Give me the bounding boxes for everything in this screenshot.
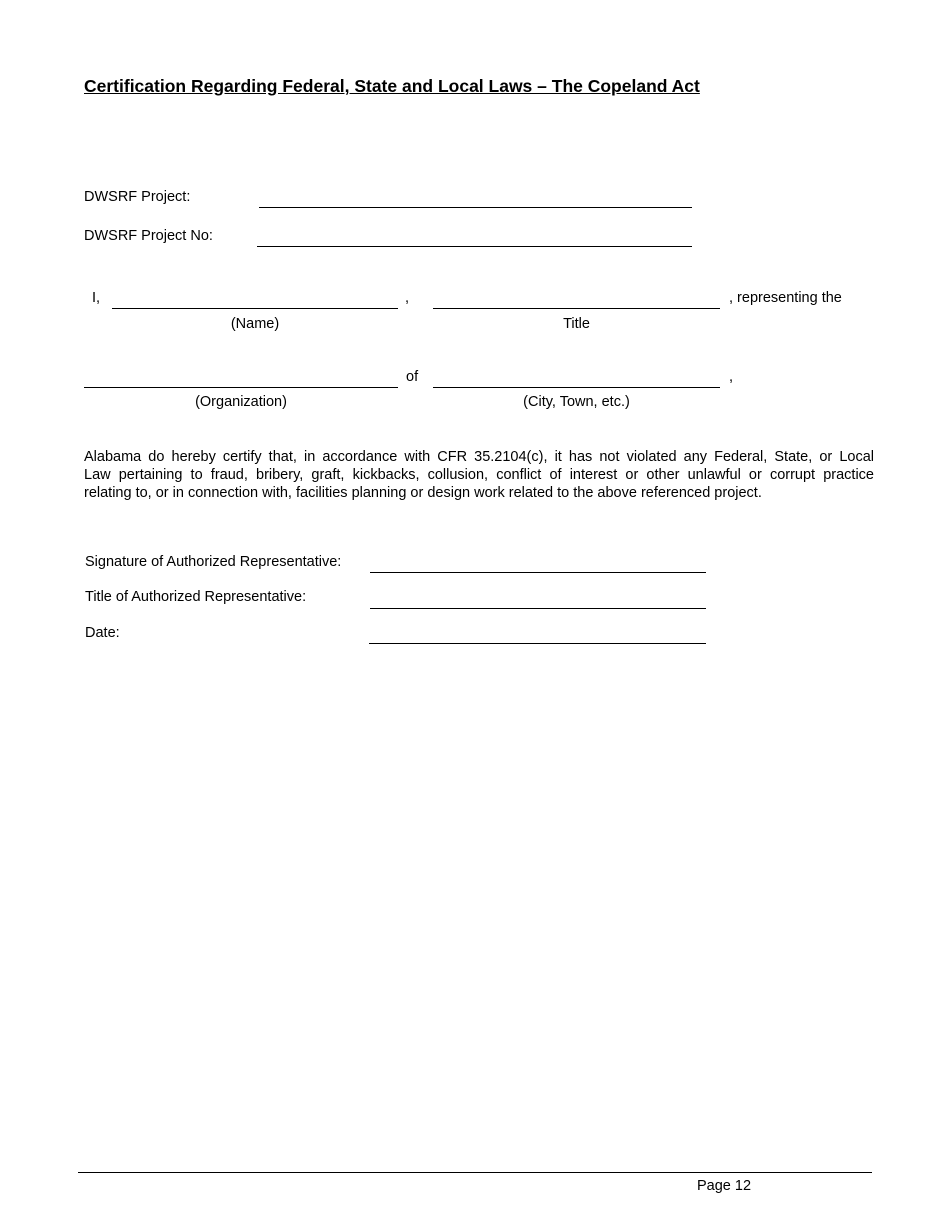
signature-field[interactable] (370, 552, 706, 573)
title-caption: Title (563, 316, 590, 332)
date-field[interactable] (369, 623, 706, 644)
rep-title-field[interactable] (370, 588, 706, 609)
date-label: Date: (85, 625, 120, 641)
project-field[interactable] (259, 187, 692, 208)
project-label: DWSRF Project: (84, 189, 191, 205)
comma-separator: , (405, 290, 410, 306)
paragraph-line: Alabama do hereby certify that, in accordance with CFR 35.2104(c), it has not violated any Federal, State, or Local (84, 449, 874, 465)
paragraph-line: Law pertaining to fraud, bribery, graft, kickbacks, collusion, conflict of interest or other unlawful or corrupt practice (84, 467, 874, 483)
city-caption: (City, Town, etc.) (523, 394, 630, 410)
organization-caption: (Organization) (195, 394, 287, 410)
signature-label: Signature of Authorized Representative: (85, 554, 342, 570)
certification-paragraph (84, 448, 874, 502)
document-title: Certification Regarding Federal, State and Local Laws – The Copeland Act (84, 76, 700, 96)
paragraph-line: relating to, or in connection with, facilities planning or design work related to the above referenced project. (84, 485, 762, 501)
organization-field[interactable] (84, 367, 398, 388)
page-number: Page 12 (697, 1178, 752, 1194)
project-no-field[interactable] (257, 226, 692, 247)
city-field[interactable] (433, 367, 720, 388)
name-caption: (Name) (230, 316, 280, 332)
comma-separator-2: , (729, 369, 734, 385)
rep-title-label: Title of Authorized Representative: (85, 589, 307, 605)
representing-label: , representing the (729, 290, 842, 306)
name-field[interactable] (112, 288, 398, 309)
of-label: of (406, 369, 419, 385)
project-no-label: DWSRF Project No: (84, 228, 213, 244)
footer-divider (78, 1172, 872, 1173)
title-field[interactable] (433, 288, 720, 309)
i-label: I, (92, 290, 101, 306)
